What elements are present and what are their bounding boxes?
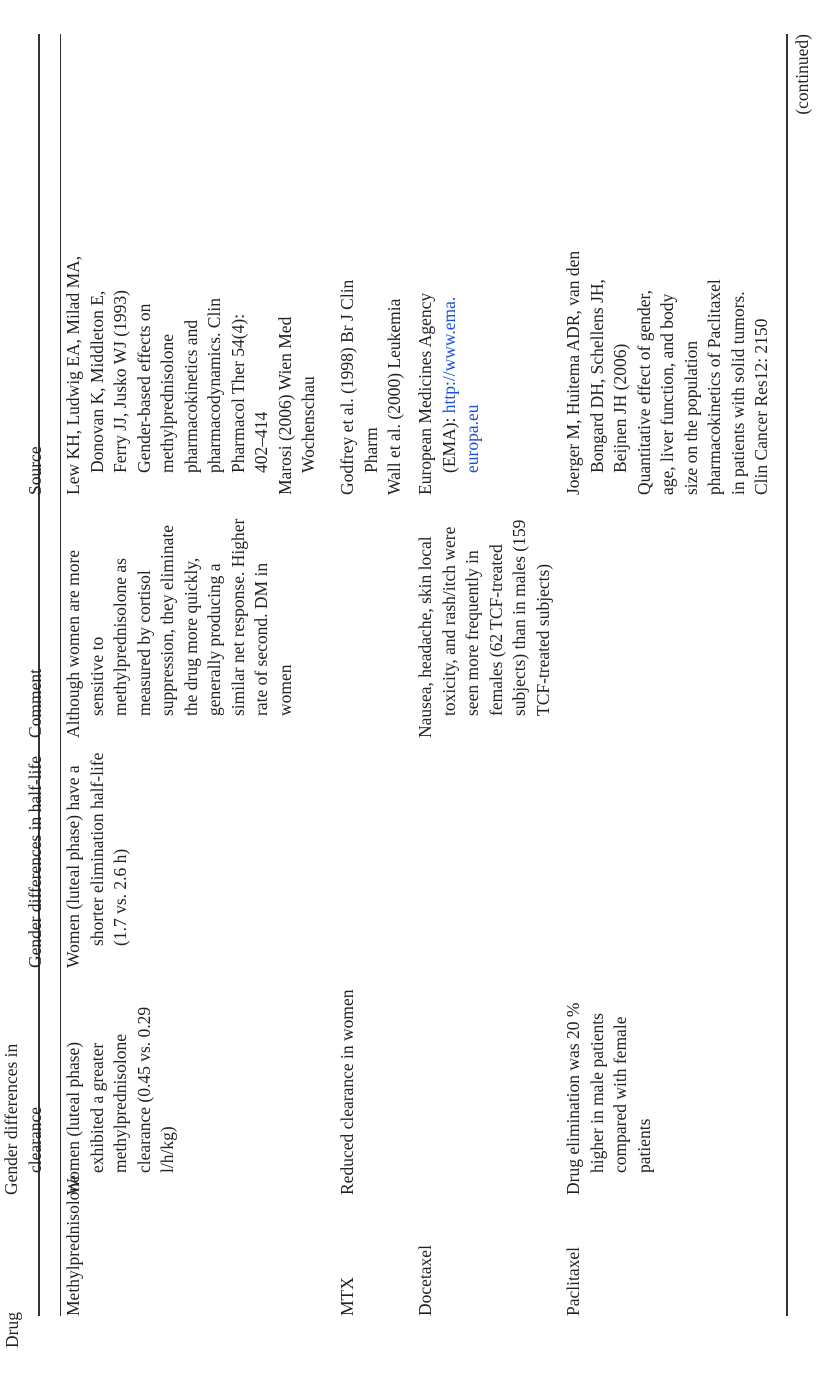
table-row-paclitaxel-clearance: Drug elimination was 20 % higher in male patients compared with female patients xyxy=(563,1002,654,1195)
table-row-mtx-drug: MTX xyxy=(337,1277,357,1316)
header-source: Source xyxy=(25,446,45,495)
table-row-paclitaxel-drug: Paclitaxel xyxy=(563,1246,583,1316)
continued-note: (continued) xyxy=(792,34,812,115)
table-row-docetaxel-drug: Docetaxel xyxy=(415,1245,435,1316)
table-row-mtx-clearance: Reduced clearance in women xyxy=(337,989,357,1195)
header-clearance: Gender differences in clearance xyxy=(1,1043,45,1195)
table-bottom-rule xyxy=(786,34,788,1316)
table-row-docetaxel-source: European Medicines Agency (EMA): http://www.ema. europa.eu xyxy=(414,293,485,495)
table-row-methylprednisolone-halflife: Women (luteal phase) have a shorter elimination half-life (1.7 vs. 2.6 h) xyxy=(63,752,130,968)
table-row-methylprednisolone-source: Lew KH, Ludwig EA, Milad MA, Donovan K, Middleton E, Ferry JJ, Jusko WJ (1993) Gender-based effects on methylprednisolone pharmacokinetics and pharmacodynamics. Clin Pharmacol Ther 54(4): 402–414 Marosi (2006) Wien Med Wochenschau xyxy=(63,255,318,495)
table-row-methylprednisolone-clearance: Women (luteal phase) exhibited a greater methylprednisolone clearance (0.45 vs. 0.29 l/h/kg) xyxy=(63,1006,177,1195)
table-row-paclitaxel-source: Joerger M, Huitema ADR, van den Bongard DH, Schellens JH, Beijnen JH (2006) Quantitative effect of gender, age, liver function, and body size on the population pharmacokinetics of Paclitaxel in patients with solid tumors. Clin Cancer Res12: 2150 xyxy=(563,250,771,495)
header-halflife: Gender differences in half-life xyxy=(25,756,45,968)
table-row-docetaxel-comment: Nausea, headache, skin local toxicity, and rash/itch were seen more frequently in females (62 TCF-treated subjects) than in males (159 TCF-treated subjects) xyxy=(415,519,553,738)
table-row-mtx-source: Godfrey et al. (1998) Br J Clin Pharm Wall et al. (2000) Leukemia xyxy=(337,279,404,495)
header-comment: Comment xyxy=(25,668,45,738)
ema-prefix: (EMA): xyxy=(438,413,459,473)
ema-link[interactable]: http://www.ema. xyxy=(438,296,459,414)
header-drug: Drug xyxy=(2,1312,22,1348)
table-row-methylprednisolone-comment: Although women are more sensitive to methylprednisolone as measured by cortisol suppression, they eliminate the drug more quickly, generally producing a similar net response. Higher rate of second. DM in women xyxy=(63,518,295,738)
table-row-methylprednisolone-drug: Methylprednisolone xyxy=(63,1175,83,1316)
table-header-rule xyxy=(60,34,61,1316)
ema-link-cont[interactable]: europa.eu xyxy=(462,404,482,473)
